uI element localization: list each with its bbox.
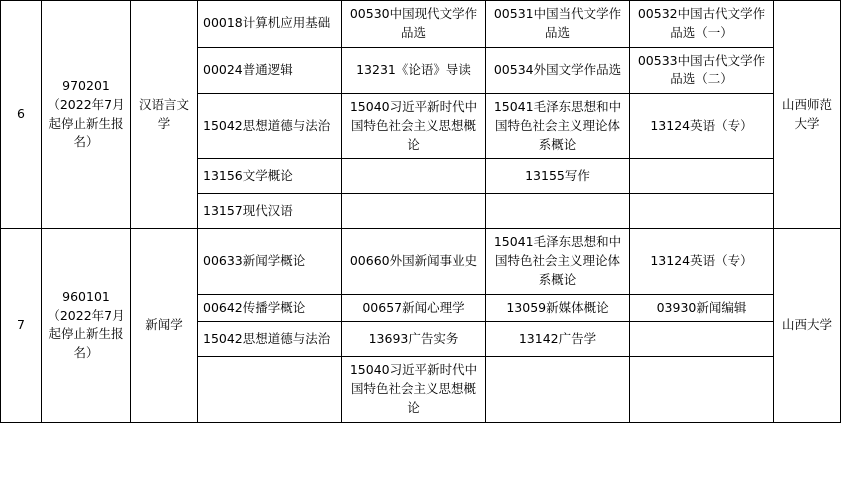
subject-cell-empty (630, 322, 774, 357)
subject-cell: 03930新闻编辑 (630, 294, 774, 322)
subject-cell: 00532中国古代文学作品选（一） (630, 1, 774, 48)
subject-cell: 13231《论语》导读 (342, 47, 486, 94)
subject-cell: 00633新闻学概论 (198, 229, 342, 294)
subject-cell-empty (486, 357, 630, 422)
subject-cell-empty (630, 194, 774, 229)
subject-cell: 13155写作 (486, 159, 630, 194)
subject-cell-empty (486, 194, 630, 229)
subject-cell: 15041毛泽东思想和中国特色社会主义理论体系概论 (486, 94, 630, 159)
subject-cell: 15040习近平新时代中国特色社会主义思想概论 (342, 357, 486, 422)
subject-cell: 00531中国当代文学作品选 (486, 1, 630, 48)
subject-cell: 13156文学概论 (198, 159, 342, 194)
subject-cell: 13157现代汉语 (198, 194, 342, 229)
subject-cell: 15042思想道德与法治 (198, 94, 342, 159)
subject-cell: 00642传播学概论 (198, 294, 342, 322)
subject-cell: 15040习近平新时代中国特色社会主义思想概论 (342, 94, 486, 159)
subject-cell: 13693广告实务 (342, 322, 486, 357)
row-index: 7 (1, 229, 42, 422)
subject-cell: 00533中国古代文学作品选（二） (630, 47, 774, 94)
row-index: 6 (1, 1, 42, 229)
major-code: 970201（2022年7月起停止新生报名） (42, 1, 131, 229)
subject-cell: 00534外国文学作品选 (486, 47, 630, 94)
subject-cell-empty (342, 159, 486, 194)
subject-cell: 13142广告学 (486, 322, 630, 357)
subject-cell: 15042思想道德与法治 (198, 322, 342, 357)
school-name: 山西大学 (774, 229, 841, 422)
subject-cell: 15041毛泽东思想和中国特色社会主义理论体系概论 (486, 229, 630, 294)
subject-cell: 00018计算机应用基础 (198, 1, 342, 48)
subject-cell: 00660外国新闻事业史 (342, 229, 486, 294)
subject-cell-empty (630, 159, 774, 194)
subject-cell-empty (198, 357, 342, 422)
major-name: 汉语言文学 (131, 1, 198, 229)
subject-cell: 00657新闻心理学 (342, 294, 486, 322)
subject-cell-empty (342, 194, 486, 229)
subject-cell: 13124英语（专） (630, 94, 774, 159)
school-name: 山西师范大学 (774, 1, 841, 229)
table-row (1, 229, 841, 294)
major-code: 960101（2022年7月起停止新生报名） (42, 229, 131, 422)
subject-cell: 13059新媒体概论 (486, 294, 630, 322)
subject-cell: 13124英语（专） (630, 229, 774, 294)
major-name: 新闻学 (131, 229, 198, 422)
table-row (1, 1, 841, 48)
subject-cell: 00530中国现代文学作品选 (342, 1, 486, 48)
subject-cell-empty (630, 357, 774, 422)
subject-cell: 00024普通逻辑 (198, 47, 342, 94)
